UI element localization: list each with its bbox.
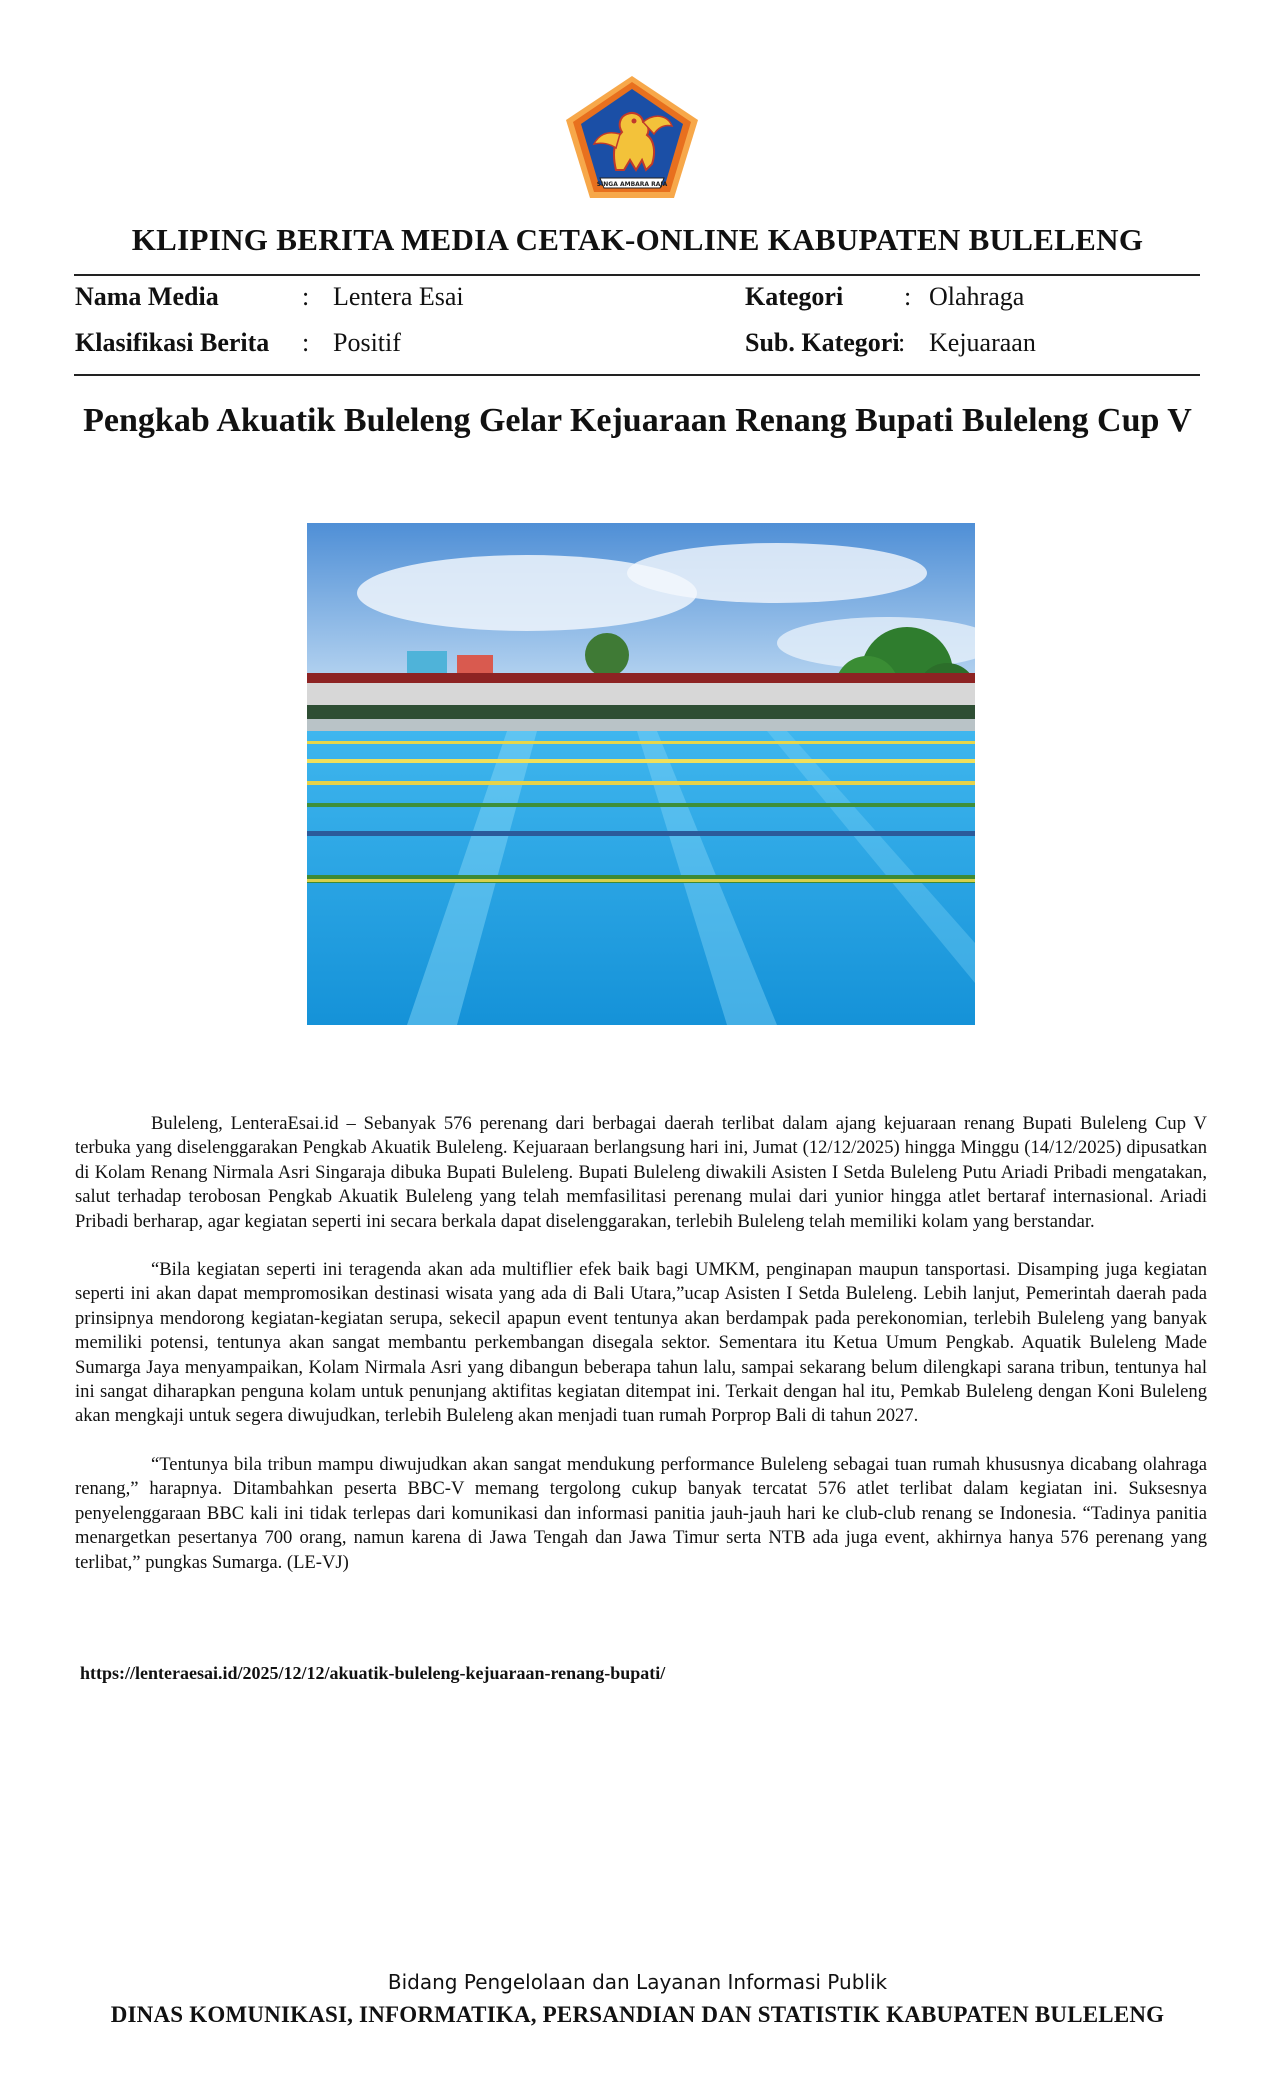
footer-unit: Bidang Pengelolaan dan Layanan Informasi Publik bbox=[387, 1970, 888, 1994]
article-body bbox=[75, 1112, 1207, 1599]
subcategory-value: Kejuaraan bbox=[929, 328, 1036, 357]
document-title: KLIPING BERITA MEDIA CETAK-ONLINE KABUPATEN BULELENG bbox=[131, 222, 1144, 257]
article-photo bbox=[307, 523, 975, 1025]
regency-emblem bbox=[564, 74, 700, 200]
footer-agency: DINAS KOMUNIKASI, INFORMATIKA, PERSANDIAN DAN STATISTIK KABUPATEN BULELENG bbox=[110, 2002, 1165, 2027]
emblem-motto: SINGA AMBARA RAJA bbox=[596, 181, 668, 188]
category-value: Olahraga bbox=[929, 282, 1025, 311]
article-paragraph: “Tentunya bila tribun mampu diwujudkan akan sangat mendukung performance Buleleng sebagai tuan rumah khususnya dicabang olahraga renang,” harapnya. Ditambahkan peserta BBC-V memang tergolong cukup banyak tercatat 576 atlet terlibat dalam kegiatan ini. Suksesnya penyelenggaraan BBC kali ini tidak terlepas dari komunikasi dan informasi panitia jauh-jauh hari ke club-club renang se Indonesia. “Tadinya panitia menargetkan pesertanya 700 orang, namun karena di Jawa Tengah dan Jawa Timur serta NTB ada juga event, akhirnya hanya 576 perenang yang terlibat,” pungkas Sumarga. (LE-VJ) bbox=[75, 1453, 1207, 1573]
subcategory-label: Sub. Kategori bbox=[745, 328, 900, 357]
media-label: Nama Media bbox=[75, 282, 219, 311]
meta-row-media bbox=[74, 282, 1200, 316]
meta-row-classification bbox=[74, 328, 1200, 362]
category-label: Kategori bbox=[745, 282, 844, 311]
classification-label: Klasifikasi Berita bbox=[75, 328, 270, 357]
source-url[interactable]: https://lenteraesai.id/2025/12/12/akuatik-buleleng-kejuaraan-renang-bupati/ bbox=[80, 1663, 666, 1683]
meta-divider bbox=[74, 374, 1200, 376]
subcategory-separator: : bbox=[898, 328, 906, 357]
header-divider bbox=[74, 274, 1200, 276]
classification-value: Positif bbox=[333, 328, 401, 357]
classification-separator: : bbox=[302, 328, 310, 357]
article-paragraph: “Bila kegiatan seperti ini teragenda akan ada multiflier efek baik bagi UMKM, penginapan maupun tansportasi. Disamping juga kegiatan seperti ini akan dapat mempromosikan destinasi wisata yang ada di Bali Utara,”ucap Asisten I Setda Buleleng. Lebih lanjut, Pemerintah daerah pada prinsipnya mendorong kegiatan-kegiatan serupa, sekecil apapun event tentunya akan berdampak pada perekonomian, terlebih Buleleng yang banyak memiliki potensi, tentunya akan sangat membantu perkembangan disegala sektor. Sementara itu Ketua Umum Pengkab. Aquatik Buleleng Made Sumarga Jaya menyampaikan, Kolam Nirmala Asri yang dibangun beberapa tahun lalu, sampai sekarang belum dilengkapi sarana tribun, tentunya hal ini sangat diharapkan penguna kolam untuk penunjang aktifitas kegiatan ditempat ini. Terkait dengan hal itu, Pemkab Buleleng dengan Koni Buleleng akan mengkaji untuk segera diwujudkan, terlebih Buleleng akan menjadi tuan rumah Porprop Bali di tahun 2027. bbox=[75, 1259, 1207, 1427]
media-value: Lentera Esai bbox=[333, 282, 464, 311]
article-paragraph: Buleleng, LenteraEsai.id – Sebanyak 576 perenang dari berbagai daerah terlibat dalam ajang kejuaraan renang Bupati Buleleng Cup V terbuka yang diselenggarakan Pengkab Akuatik Buleleng. Kejuaraan berlangsung hari ini, Jumat (12/12/2025) hingga Minggu (14/12/2025) dipusatkan di Kolam Renang Nirmala Asri Singaraja dibuka Bupati Buleleng. Bupati Buleleng diwakili Asisten I Setda Buleleng Putu Ariadi Pribadi mengatakan, salut terhadap terobosan Pengkab Akuatik Buleleng yang telah memfasilitasi perenang mulai dari yunior hingga atlet bertaraf internasional. Ariadi Pribadi berharap, agar kegiatan seperti ini secara berkala dapat diselenggarakan, terlebih Buleleng telah memiliki kolam yang berstandar. bbox=[75, 1113, 1207, 1232]
category-separator: : bbox=[904, 282, 912, 311]
article-headline: Pengkab Akuatik Buleleng Gelar Kejuaraan Renang Bupati Buleleng Cup V bbox=[83, 402, 1192, 439]
media-separator: : bbox=[302, 282, 310, 311]
